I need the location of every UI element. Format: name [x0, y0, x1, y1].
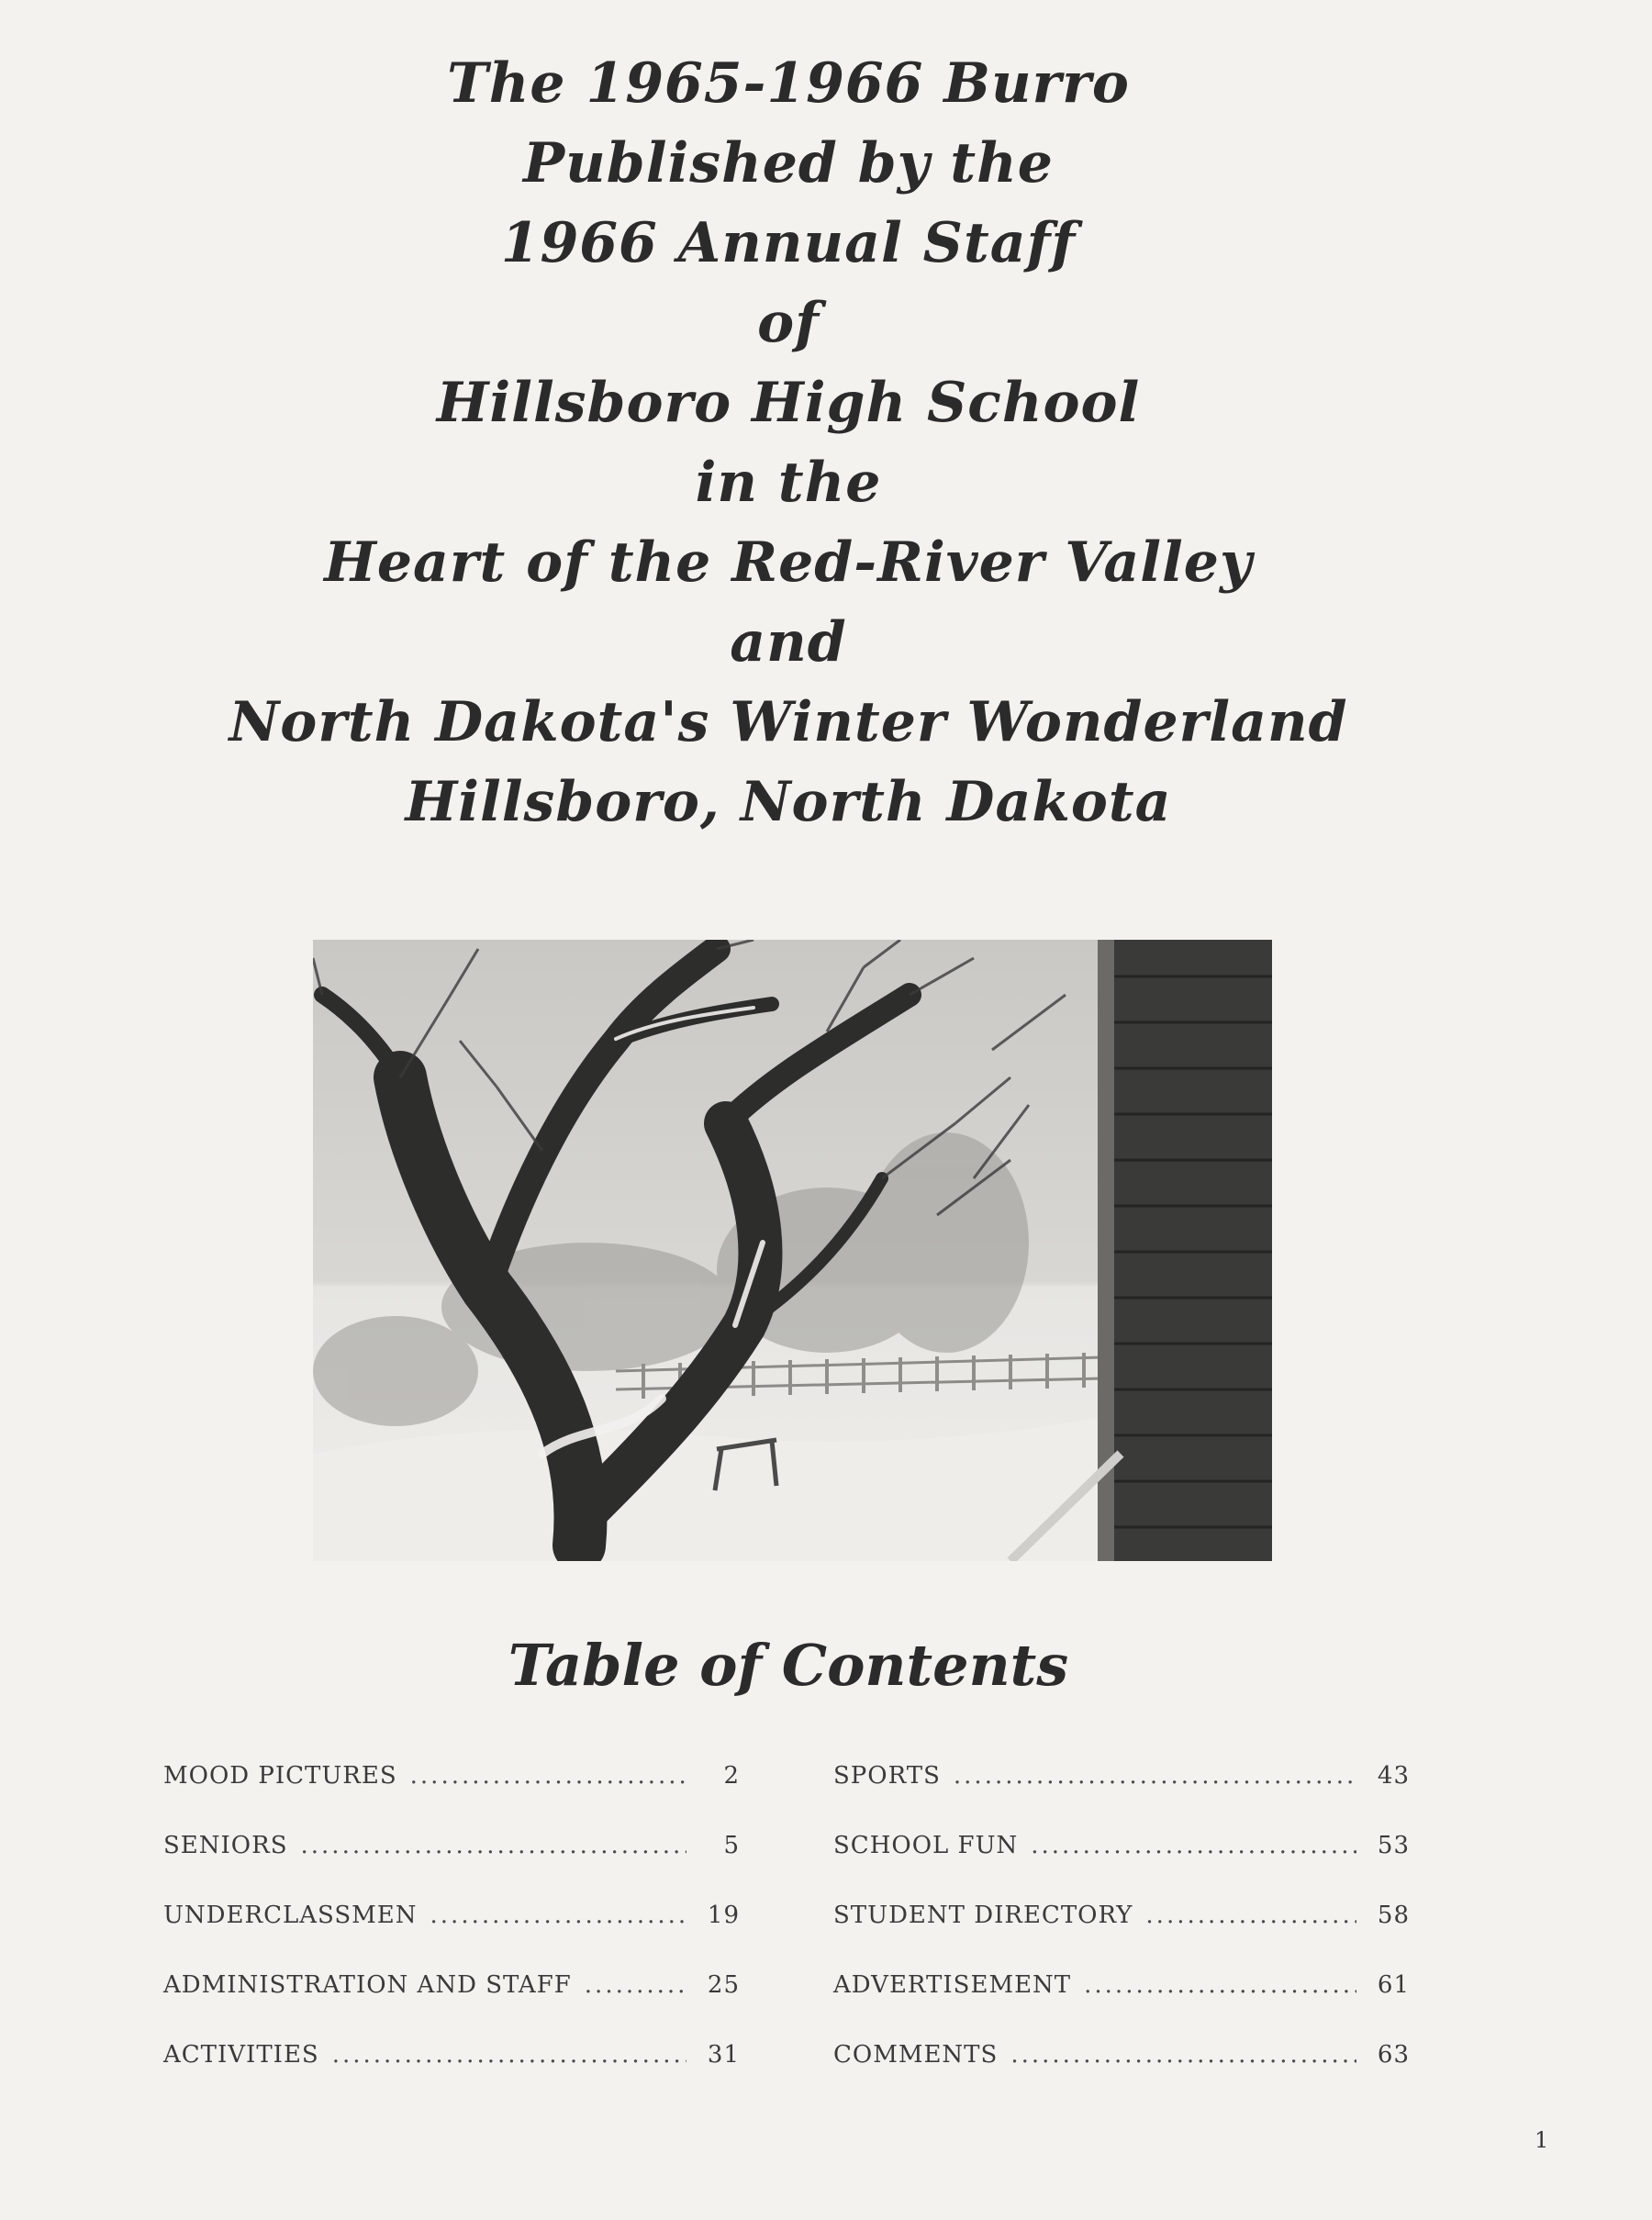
- toc-entry-label: SENIORS: [163, 1832, 288, 1859]
- title-line: in the: [695, 451, 882, 515]
- title-line: Hillsboro, North Dakota: [405, 770, 1172, 834]
- title-line: The 1965-1966 Burro: [447, 51, 1130, 116]
- title-line: North Dakota's Winter Wonderland: [229, 690, 1348, 754]
- toc-entry-page: 53: [1377, 1832, 1410, 1859]
- toc-heading: Table of Contents: [508, 1632, 1069, 1699]
- toc-leader-dots: [430, 1902, 686, 1929]
- winter-tree-photo: [313, 940, 1272, 1561]
- toc-entry-label: STUDENT DIRECTORY: [833, 1902, 1133, 1929]
- toc-entry-label: ACTIVITIES: [163, 2041, 319, 2069]
- toc-right-column: [833, 1762, 1410, 2111]
- toc-leader-dots: [301, 1832, 686, 1859]
- toc-entry-label: ADMINISTRATION AND STAFF: [163, 1971, 572, 1999]
- toc-entry: [163, 1902, 740, 1971]
- toc-leader-dots: [1084, 1971, 1356, 1999]
- toc-leader-dots: [954, 1762, 1356, 1790]
- title-block: [0, 44, 1577, 842]
- toc-entry-label: UNDERCLASSMEN: [163, 1902, 418, 1929]
- toc-entry-page: 58: [1377, 1902, 1410, 1929]
- title-line: and: [730, 610, 847, 675]
- toc-entry-page: 63: [1377, 2041, 1410, 2069]
- toc-leader-dots: [410, 1762, 686, 1790]
- title-line: of: [757, 291, 820, 355]
- toc-leader-dots: [1145, 1902, 1356, 1929]
- toc-entry: [163, 2041, 740, 2111]
- toc-leader-dots: [585, 1971, 686, 1999]
- toc-entry: [833, 1902, 1410, 1971]
- title-line: Heart of the Red-River Valley: [324, 530, 1253, 595]
- toc-entry: [833, 2041, 1410, 2111]
- toc-entry-page: 5: [723, 1832, 740, 1859]
- title-line: Hillsboro High School: [436, 371, 1141, 435]
- title-line: Published by the: [523, 131, 1054, 195]
- toc-entry-page: 25: [707, 1971, 740, 1999]
- toc-entry: [833, 1832, 1410, 1902]
- toc-entry-page: 2: [723, 1762, 740, 1790]
- toc-leader-dots: [1031, 1832, 1356, 1859]
- toc-entry-page: 43: [1377, 1762, 1410, 1790]
- toc-entry: [163, 1762, 740, 1832]
- toc-entry-page: 31: [707, 2041, 740, 2069]
- toc-entry: [163, 1832, 740, 1902]
- toc-entry: [833, 1762, 1410, 1832]
- toc-entry: [163, 1971, 740, 2041]
- toc-entry-label: SCHOOL FUN: [833, 1832, 1019, 1859]
- toc-leader-dots: [1010, 2041, 1356, 2069]
- toc-entry-label: COMMENTS: [833, 2041, 999, 2069]
- page-number: 1: [1535, 2127, 1549, 2153]
- title-line: 1966 Annual Staff: [500, 211, 1077, 275]
- toc-left-column: [163, 1762, 740, 2111]
- toc-entry-label: ADVERTISEMENT: [833, 1971, 1072, 1999]
- toc-entry-page: 61: [1377, 1971, 1410, 1999]
- toc-entry-page: 19: [707, 1902, 740, 1929]
- toc-entry: [833, 1971, 1410, 2041]
- toc-entry-label: MOOD PICTURES: [163, 1762, 397, 1790]
- toc-entry-label: SPORTS: [833, 1762, 941, 1790]
- toc-leader-dots: [332, 2041, 686, 2069]
